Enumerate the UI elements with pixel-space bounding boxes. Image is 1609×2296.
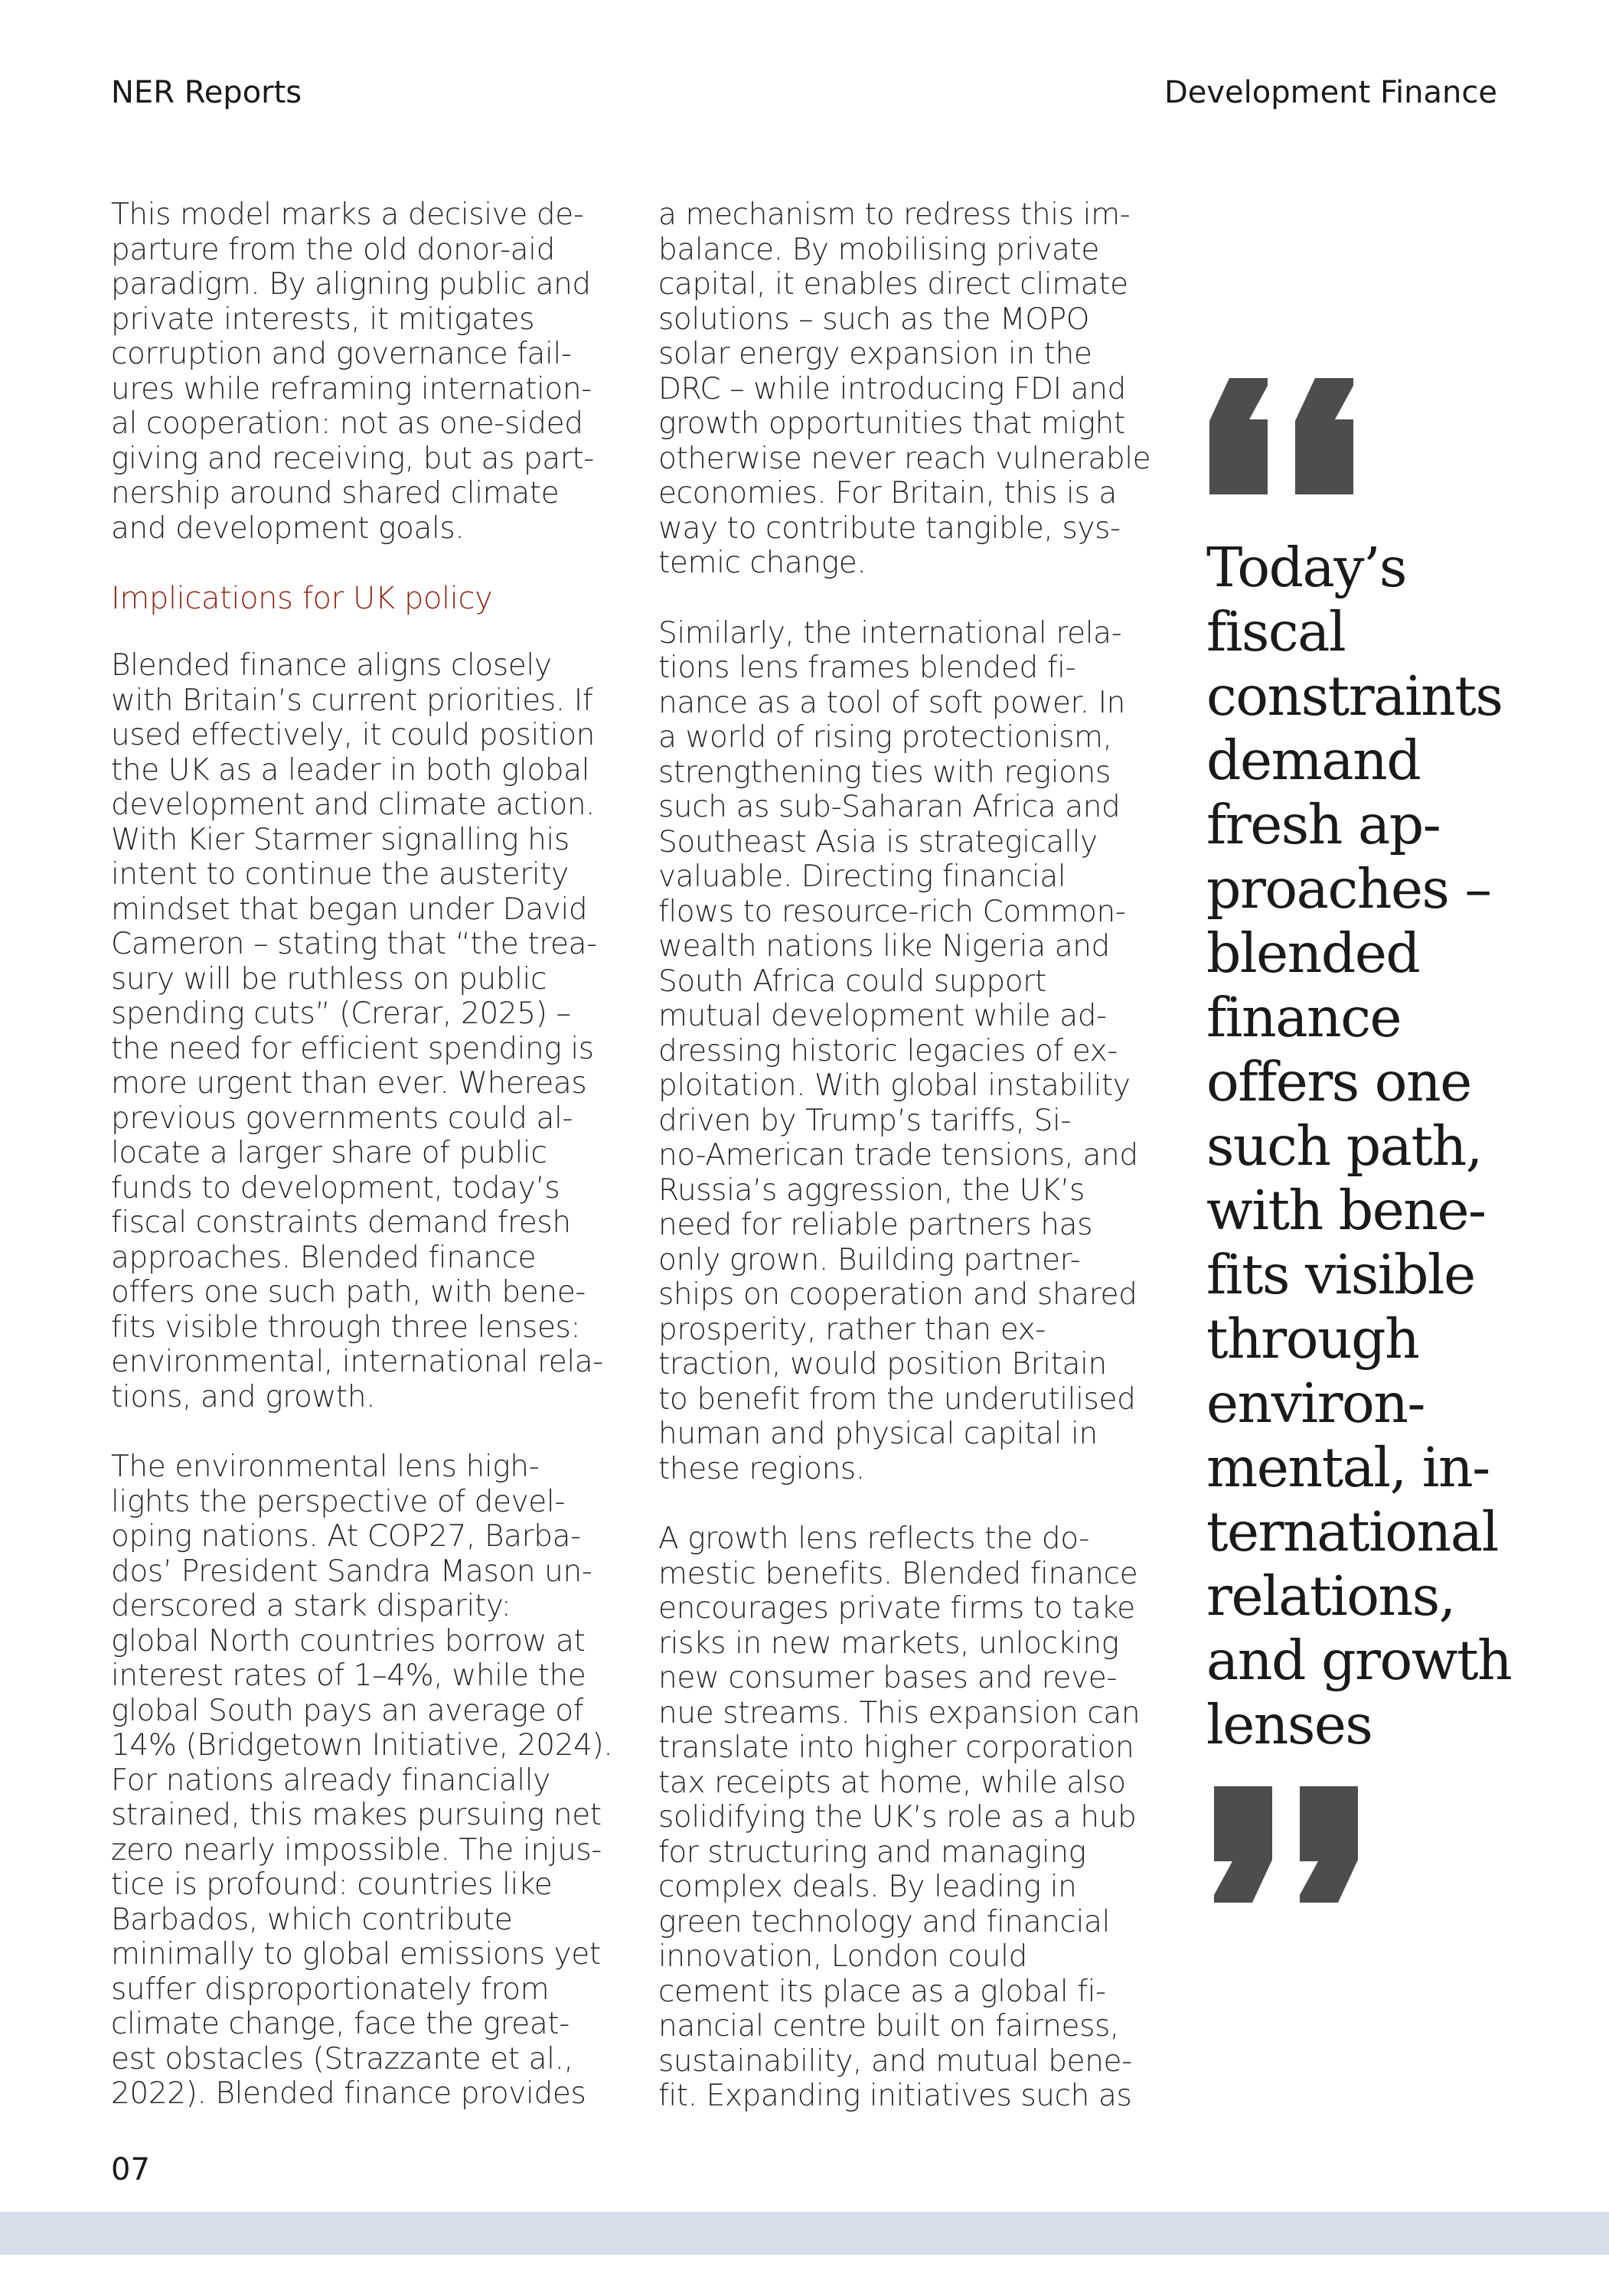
- text-line: suffer disproportionately from: [111, 1971, 550, 2007]
- text-line: spending cuts” (Crerar, 2025) –: [111, 996, 571, 1031]
- text-line: risks in new markets, unlocking: [658, 1626, 1119, 1661]
- text-line: through: [1206, 1307, 1419, 1371]
- text-line: only grown. Building partner-: [658, 1242, 1081, 1277]
- text-line: wealth nations like Nigeria and: [658, 929, 1110, 964]
- text-line: no-American trade tensions, and: [658, 1138, 1138, 1172]
- text-line: Southeast Asia is strategically: [658, 824, 1098, 859]
- text-line: sury will be ruthless on public: [111, 961, 547, 996]
- text-line: global North countries borrow at: [111, 1623, 586, 1658]
- page-number: 07: [111, 2152, 150, 2187]
- text-line: oping nations. At COP27, Barba-: [111, 1519, 581, 1554]
- text-line: locate a larger share of public: [111, 1136, 547, 1170]
- text-line: nancial centre built on fairness,: [658, 2009, 1119, 2043]
- text-line: est obstacles (Strazzante et al.,: [111, 2041, 573, 2076]
- text-line: new consumer bases and reve-: [658, 1661, 1118, 1695]
- open-quote-icon: [1206, 375, 1367, 497]
- paragraph-4: [658, 197, 1186, 581]
- text-line: nership around shared climate: [111, 476, 560, 510]
- text-line: South Africa could support: [658, 964, 1046, 999]
- text-line: climate change, face the great-: [111, 2007, 570, 2041]
- text-line: and development goals.: [111, 510, 465, 546]
- text-line: Barbados, which contribute: [111, 1902, 513, 1937]
- text-line: blended: [1206, 921, 1420, 985]
- text-line: 2022). Blended finance provides: [111, 2076, 586, 2111]
- text-line: the need for efficient spending is: [111, 1031, 594, 1066]
- text-line: such as sub-Saharan Africa and: [658, 790, 1121, 824]
- text-line: human and physical capital in: [658, 1417, 1098, 1451]
- paragraph-3: [111, 1450, 632, 2112]
- text-line: mindset that began under David: [111, 892, 588, 927]
- text-line: fiscal: [1206, 600, 1346, 664]
- text-line: ures while reframing internation-: [111, 371, 592, 406]
- text-line: capital, it enables direct climate: [658, 267, 1128, 302]
- text-line: environ-: [1206, 1371, 1425, 1435]
- text-line: complex deals. By leading in: [658, 1870, 1077, 1904]
- text-line: zero nearly impossible. The injus-: [111, 1832, 602, 1867]
- text-line: interest rates of 1–4%, while the: [111, 1658, 586, 1693]
- text-line: growth opportunities that might: [658, 406, 1125, 441]
- text-line: The environmental lens high-: [111, 1450, 540, 1484]
- text-line: otherwise never reach vulnerable: [658, 441, 1151, 476]
- paragraph-1: [111, 197, 632, 546]
- text-line: demand: [1206, 729, 1421, 792]
- paragraph-6: [658, 1521, 1186, 2114]
- text-line: fresh ap-: [1206, 793, 1441, 856]
- text-line: solidifying the UK’s role as a hub: [658, 1800, 1137, 1835]
- text-line: need for reliable partners has: [658, 1208, 1092, 1242]
- text-line: a world of rising protectionism,: [658, 720, 1112, 755]
- text-line: paradigm. By aligning public and: [111, 267, 591, 302]
- text-line: nue streams. This expansion can: [658, 1695, 1141, 1730]
- text-line: This model marks a decisive de-: [111, 197, 584, 232]
- text-line: environmental, international rela-: [111, 1345, 603, 1379]
- text-line: global South pays an average of: [111, 1693, 584, 1728]
- text-line: constraints: [1206, 664, 1503, 728]
- text-line: lenses: [1206, 1693, 1372, 1756]
- text-line: funds to development, today’s: [111, 1170, 560, 1205]
- text-line: lights the perspective of devel-: [111, 1484, 566, 1519]
- text-line: tions lens frames blended fi-: [658, 651, 1076, 685]
- text-line: Today’s: [1206, 536, 1406, 599]
- text-line: valuable. Directing financial: [658, 859, 1066, 894]
- text-line: tions, and growth.: [111, 1379, 376, 1414]
- text-line: way to contribute tangible, sys-: [658, 510, 1121, 546]
- header-section: Development Finance: [1164, 75, 1497, 110]
- text-line: proaches –: [1206, 857, 1491, 921]
- footer-bar: [0, 2212, 1609, 2255]
- text-line: for structuring and managing: [658, 1835, 1086, 1870]
- text-line: tice is profound: countries like: [111, 1867, 553, 1902]
- text-line: flows to resource-rich Common-: [658, 894, 1126, 929]
- text-line: development and climate action.: [111, 788, 596, 822]
- text-line: solutions – such as the MOPO: [658, 302, 1090, 337]
- text-line: Blended finance aligns closely: [111, 648, 552, 683]
- text-line: mestic benefits. Blended finance: [658, 1556, 1138, 1591]
- text-line: intent to continue the austerity: [111, 857, 569, 892]
- text-line: fit. Expanding initiatives such as: [658, 2079, 1132, 2113]
- text-line: private interests, it mitigates: [111, 302, 535, 337]
- text-line: Similarly, the international rela-: [658, 615, 1122, 651]
- pull-quote-text: [1206, 536, 1589, 1757]
- text-line: and growth: [1206, 1629, 1512, 1692]
- header-publication: NER Reports: [111, 75, 302, 110]
- text-line: such path,: [1206, 1114, 1482, 1178]
- text-line: translate into higher corporation: [658, 1730, 1134, 1765]
- text-line: offers one such path, with bene-: [111, 1275, 586, 1309]
- paragraph-2: [111, 648, 632, 1414]
- text-line: offers one: [1206, 1050, 1471, 1114]
- paragraph-5: [658, 616, 1186, 1487]
- text-line: fiscal constraints demand fresh: [111, 1205, 571, 1240]
- text-line: innovation, London could: [658, 1939, 1027, 1974]
- text-line: 14% (Bridgetown Initiative, 2024).: [111, 1728, 613, 1763]
- text-line: mental, in-: [1206, 1436, 1490, 1499]
- text-line: fits visible through three lenses:: [111, 1309, 581, 1345]
- text-line: more urgent than ever. Whereas: [111, 1066, 587, 1101]
- section-subheading: Implications for UK policy: [111, 581, 493, 616]
- text-line: economies. For Britain, this is a: [658, 476, 1117, 510]
- text-line: nance as a tool of soft power. In: [658, 685, 1126, 720]
- text-line: cement its place as a global fi-: [658, 1974, 1106, 2009]
- text-line: minimally to global emissions yet: [111, 1937, 601, 1971]
- text-line: previous governments could al-: [111, 1101, 573, 1136]
- text-line: green technology and financial: [658, 1904, 1110, 1939]
- text-line: ploitation. With global instability: [658, 1068, 1131, 1103]
- text-line: with bene-: [1206, 1179, 1486, 1242]
- text-line: giving and receiving, but as part-: [111, 441, 594, 476]
- text-line: For nations already financially: [111, 1763, 550, 1798]
- text-line: prosperity, rather than ex-: [658, 1312, 1046, 1347]
- text-line: encourages private firms to take: [658, 1591, 1135, 1626]
- text-line: driven by Trump’s tariffs, Si-: [658, 1103, 1072, 1138]
- text-line: DRC – while introducing FDI and: [658, 371, 1126, 406]
- text-line: Russia’s aggression, the UK’s: [658, 1172, 1085, 1208]
- text-line: parture from the old donor-aid: [111, 232, 555, 267]
- text-line: Cameron – stating that “the trea-: [111, 927, 597, 961]
- body-column-2: [658, 197, 1186, 2149]
- text-line: strained, this makes pursuing net: [111, 1798, 602, 1832]
- text-line: sustainability, and mutual bene-: [658, 2043, 1132, 2079]
- text-line: to benefit from the underutilised: [658, 1381, 1136, 1417]
- text-line: balance. By mobilising private: [658, 232, 1100, 267]
- text-line: approaches. Blended finance: [111, 1240, 537, 1275]
- text-line: corruption and governance fail-: [111, 337, 572, 371]
- text-line: al cooperation: not as one-sided: [111, 406, 583, 441]
- text-line: ships on cooperation and shared: [658, 1277, 1137, 1312]
- text-line: finance: [1206, 986, 1402, 1049]
- text-line: ternational: [1206, 1500, 1498, 1564]
- body-column-1: [111, 197, 632, 2147]
- text-line: temic change.: [658, 546, 867, 580]
- text-line: A growth lens reflects the do-: [658, 1521, 1090, 1556]
- text-line: these regions.: [658, 1451, 865, 1486]
- text-line: the UK as a leader in both global: [111, 752, 590, 788]
- text-line: mutual development while ad-: [658, 999, 1107, 1033]
- text-line: With Kier Starmer signalling his: [111, 822, 570, 857]
- text-line: strengthening ties with regions: [658, 755, 1111, 790]
- text-line: traction, would position Britain: [658, 1347, 1107, 1381]
- text-line: tax receipts at home, while also: [658, 1765, 1126, 1800]
- text-line: a mechanism to redress this im-: [658, 197, 1131, 232]
- text-line: relations,: [1206, 1564, 1455, 1628]
- text-line: derscored a stark disparity:: [111, 1589, 511, 1623]
- text-line: with Britain’s current priorities. If: [111, 683, 593, 718]
- close-quote-icon: [1211, 1783, 1372, 1906]
- text-line: dos’ President Sandra Mason un-: [111, 1554, 592, 1589]
- text-line: solar energy expansion in the: [658, 337, 1092, 371]
- text-line: used effectively, it could position: [111, 718, 595, 752]
- text-line: fits visible: [1206, 1243, 1475, 1306]
- text-line: dressing historic legacies of ex-: [658, 1033, 1118, 1068]
